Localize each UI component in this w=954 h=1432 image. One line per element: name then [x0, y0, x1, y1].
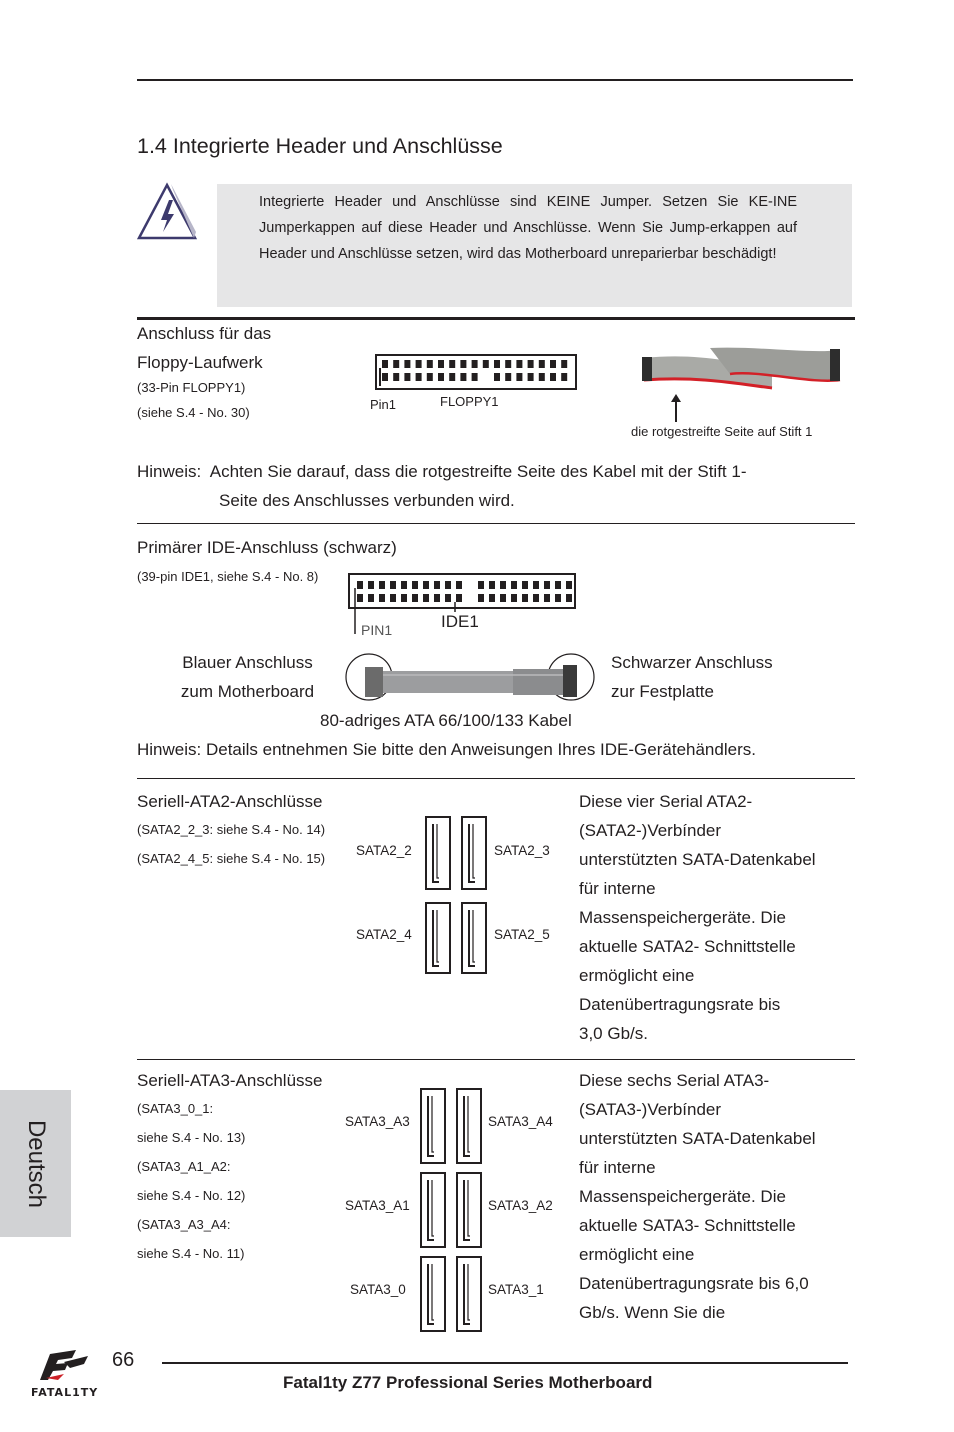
arrow-up-icon	[669, 394, 683, 422]
section-rule	[137, 523, 855, 524]
ide-hint: Hinweis: Details entnehmen Sie bitte den Anweisungen Ihres IDE-Gerätehändlers.	[137, 740, 756, 759]
floppy-title: Anschluss für das Floppy-Laufwerk	[137, 324, 272, 372]
sata3-label-a1: SATA3_A1	[345, 1198, 410, 1213]
sata2-ref-1: (SATA2_2_3: siehe S.4 - No. 14)	[137, 822, 326, 837]
floppy-pin-info: (33-Pin FLOPPY1)	[137, 380, 246, 395]
floppy-ref: (siehe S.4 - No. 30)	[137, 405, 250, 420]
sata3-label-a4: SATA3_A4	[488, 1114, 553, 1129]
floppy-cable-image	[640, 346, 845, 394]
sata3-label-0: SATA3_0	[350, 1282, 406, 1297]
section-rule	[137, 1059, 855, 1060]
warning-icon	[136, 182, 198, 242]
warning-text: Integrierte Header und Anschlüsse sind KEINE Jumper. Setzen Sie KE-INE Jumperkappen auf diese Header und Anschlüsse. Wenn Sie Jump-erkappen auf Header und Anschlüsse setzen, wird das Motherboard unreparierbar beschädigt!	[259, 194, 797, 262]
sata2-title: Seriell-ATA2-Anschlüsse	[137, 792, 323, 811]
ide-ref: (39-pin IDE1, siehe S.4 - No. 8)	[137, 569, 319, 584]
floppy-connector-diagram	[370, 352, 582, 398]
floppy-hint: Hinweis: Achten Sie darauf, dass die rotgestreifte Seite des Kabel mit der Stift 1- Seite des Anschlusses verbunden wird.	[137, 462, 747, 510]
section-rule	[137, 778, 855, 779]
sata3-refs: (SATA3_0_1: siehe S.4 - No. 13) (SATA3_A1_A2: siehe S.4 - No. 12) (SATA3_A3_A4: siehe S.4 - No. 11)	[137, 1101, 246, 1261]
ide-blue-connector-label: Blauer Anschluss zum Motherboard	[180, 653, 315, 701]
floppy-pin1-label: Pin1	[370, 397, 397, 412]
footer-rule	[162, 1362, 848, 1364]
sata2-connectors-diagram	[420, 813, 496, 978]
sata2-description: Diese vier Serial ATA2- (SATA2-)Verbínder unterstützten SATA-Datenkabel für interne Massenspeichergeräte. Die aktuelle SATA2- Schnittstelle ermöglicht eine Datenübertragungsrate bis 3,0 Gb/s.	[579, 792, 816, 1043]
ide-connector-label: IDE1	[441, 612, 479, 631]
sata3-label-a3: SATA3_A3	[345, 1114, 410, 1129]
sata2-label-4: SATA2_4	[356, 927, 412, 942]
sata2-ref-2: (SATA2_4_5: siehe S.4 - No. 15)	[137, 851, 326, 866]
sata3-connectors-diagram	[415, 1085, 491, 1335]
sata3-label-1: SATA3_1	[488, 1282, 544, 1297]
sata3-label-a2: SATA3_A2	[488, 1198, 553, 1213]
floppy-cable-caption: die rotgestreifte Seite auf Stift 1	[631, 424, 813, 439]
page-number: 66	[112, 1349, 135, 1371]
top-rule	[137, 79, 853, 81]
ide-title: Primärer IDE-Anschluss (schwarz)	[137, 538, 397, 557]
footer-title: Fatal1ty Z77 Professional Series Motherboard	[283, 1373, 653, 1392]
sata3-description: Diese sechs Serial ATA3- (SATA3-)Verbínder unterstützten SATA-Datenkabel für interne Massenspeichergeräte. Die aktuelle SATA3- Schnittstelle ermöglicht eine Datenübertragungsrate bis 6,0 Gb/s. Wenn Sie die	[579, 1071, 816, 1322]
sata2-label-3: SATA2_3	[494, 843, 550, 858]
sata2-label-2: SATA2_2	[356, 843, 412, 858]
sata3-title: Seriell-ATA3-Anschlüsse	[137, 1071, 323, 1090]
floppy-connector-label: FLOPPY1	[440, 394, 499, 409]
sata2-label-5: SATA2_5	[494, 927, 550, 942]
ide-pin1-label: PIN1	[361, 622, 393, 638]
language-side-tab: Deutsch	[0, 1090, 71, 1237]
ide-black-connector-label: Schwarzer Anschluss zur Festplatte	[611, 653, 773, 701]
ide-cable-caption: 80-adriges ATA 66/100/133 Kabel	[320, 711, 572, 730]
ide-cable-image	[343, 653, 601, 703]
section-title: 1.4 Integrierte Header und Anschlüsse	[137, 134, 503, 158]
fatal1ty-logo-text: FATAL1TY	[31, 1386, 99, 1399]
